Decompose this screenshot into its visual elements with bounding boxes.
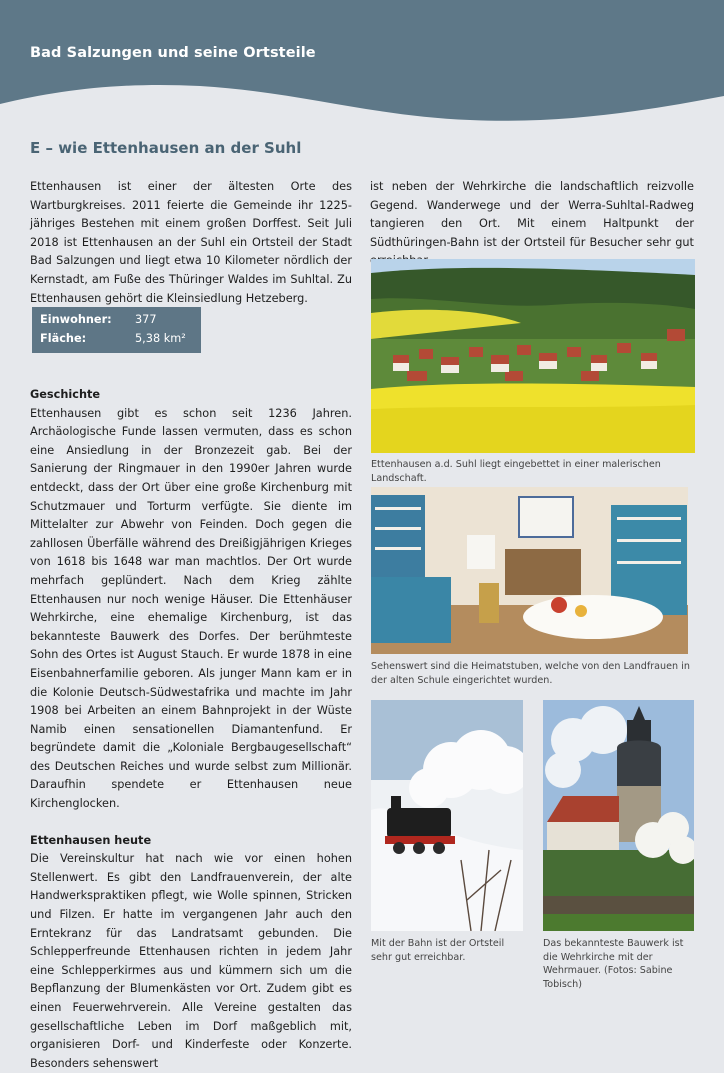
section-title: E – wie Ettenhausen an der Suhl (30, 139, 302, 157)
area-label: Fläche: (40, 332, 87, 345)
museum-caption: Sehenswert sind die Heimatstuben, welche von den Landfrauen in der alten Schule eingerichtet wurden. (371, 661, 690, 686)
header-title: Bad Salzungen und seine Ortsteile (30, 45, 316, 61)
museum-photo (371, 487, 688, 654)
facts-box (32, 307, 201, 353)
history-paragraph: Ettenhausen gibt es schon seit 1236 Jahren. Archäologische Funde lassen vermuten, dass es schon eine Ansiedlung in der Bronzezeit gab. Bei der Sanierung der Ringmauer in den 1990er Jahren wurde entdeckt, dass der Ort über eine große Kirchenburg mit Schutzmauer und Torturm verfügte. Sie diente im Mittelalter zur Abwehr von Feinden. Doch gegen die zahllosen Überfälle während des Dreißigjährigen Krieges von 1618 bis 1648 war man machtlos. Der Ort wurde mehrfach geplündert. Nach dem Krieg zählte Ettenhausen nur noch wenige Häuser. Die Ettenhäuser Wehrkirche, eine ehemalige Kirchenburg, ist das bekannteste Bauwerk des Dorfes. Der berühmteste Sohn des Ortes ist August Stauch. Er wurde 1878 in eine Eisenbahnerfamilie geboren. Als junger Mann kam er in die Kolonie Deutsch-Südwestafrika und machte im Jahr 1908 bei Arbeiten an einem Bahnprojekt in der Wüste Namib einen sensationellen Diamantenfund. Er begründete damit die „Koloniale Bergbaugesellschaft“ des Deutschen Reiches und wurde selbst zum Millionär. Daraufhin spendete er Ettenhausen neue Kirchenglocken. (30, 406, 352, 811)
train-caption: Mit der Bahn ist der Ortsteil sehr gut erreichbar. (371, 938, 505, 963)
today-continued-block (370, 178, 694, 271)
landscape-photo (371, 259, 695, 453)
area-value: 5,38 km² (135, 332, 186, 345)
today-continued-paragraph: ist neben der Wehrkirche die landschaftlich reizvolle Gegend. Wanderwege und der Werra-Suhltal-Radweg tangieren den Ort. Mit einem Haltpunkt der Südthüringen-Bahn ist der Ortsteil für Besucher sehr gut (370, 180, 694, 249)
history-block (30, 386, 352, 1073)
history-heading: Geschichte (30, 388, 101, 401)
today-paragraph: Die Vereinskultur hat nach wie vor einen hohen Stellenwert. Es gibt den Landfrauenverein, der alte Handwerkspraktiken pflegt, wie Wolle spinnen, Stricken und Filzen. Er hatte im vergangenen Jahr auch den Erntekranz für das Landratsamt gebunden. Die Schlepperfreunde Ettenhausen richten in jedem Jahr eine Schlepperkirmes aus und kümmern sich um die Bepflanzung der Blumenkästen vor Ort. Zudem gibt es einen Feuerwehrverein. Alle Vereine gestalten das gesellschaftliche Leben im Dorf maßgeblich mit, organisieren Dorf- und Kinderfeste oder Konzerte. Besonders sehenswert (30, 852, 352, 1070)
intro-paragraph: Ettenhausen ist einer der ältesten Orte des Wartburgkreises. 2011 feierte die Gemeinde ihr 1225-jähriges Bestehen mit einem großen Dorffest. Seit Juli 2018 ist Ettenhausen an der Suhl ein Ortsteil der Stadt Bad Salzungen und liegt etwa 10 Kilometer nördlich der Kernstadt, am Fuße des Thüringer Waldes im Suhltal. Zu Ettenhausen gehört die Kleinsiedlung Hetzeberg. (30, 180, 352, 305)
header-band (0, 0, 724, 135)
train-photo (371, 700, 523, 931)
landscape-caption: Ettenhausen a.d. Suhl liegt eingebettet in einer malerischen Landschaft. (371, 459, 661, 484)
header-wave (0, 0, 724, 135)
church-caption: Das bekannteste Bauwerk ist die Wehrkirche mit der Wehrmauer. (Fotos: Sabine Tobisch) (543, 938, 684, 990)
intro-text-block (30, 178, 352, 308)
today-heading: Ettenhausen heute (30, 833, 152, 847)
residents-value: 377 (135, 313, 157, 326)
church-photo (543, 700, 694, 931)
residents-label: Einwohner: (40, 313, 112, 326)
